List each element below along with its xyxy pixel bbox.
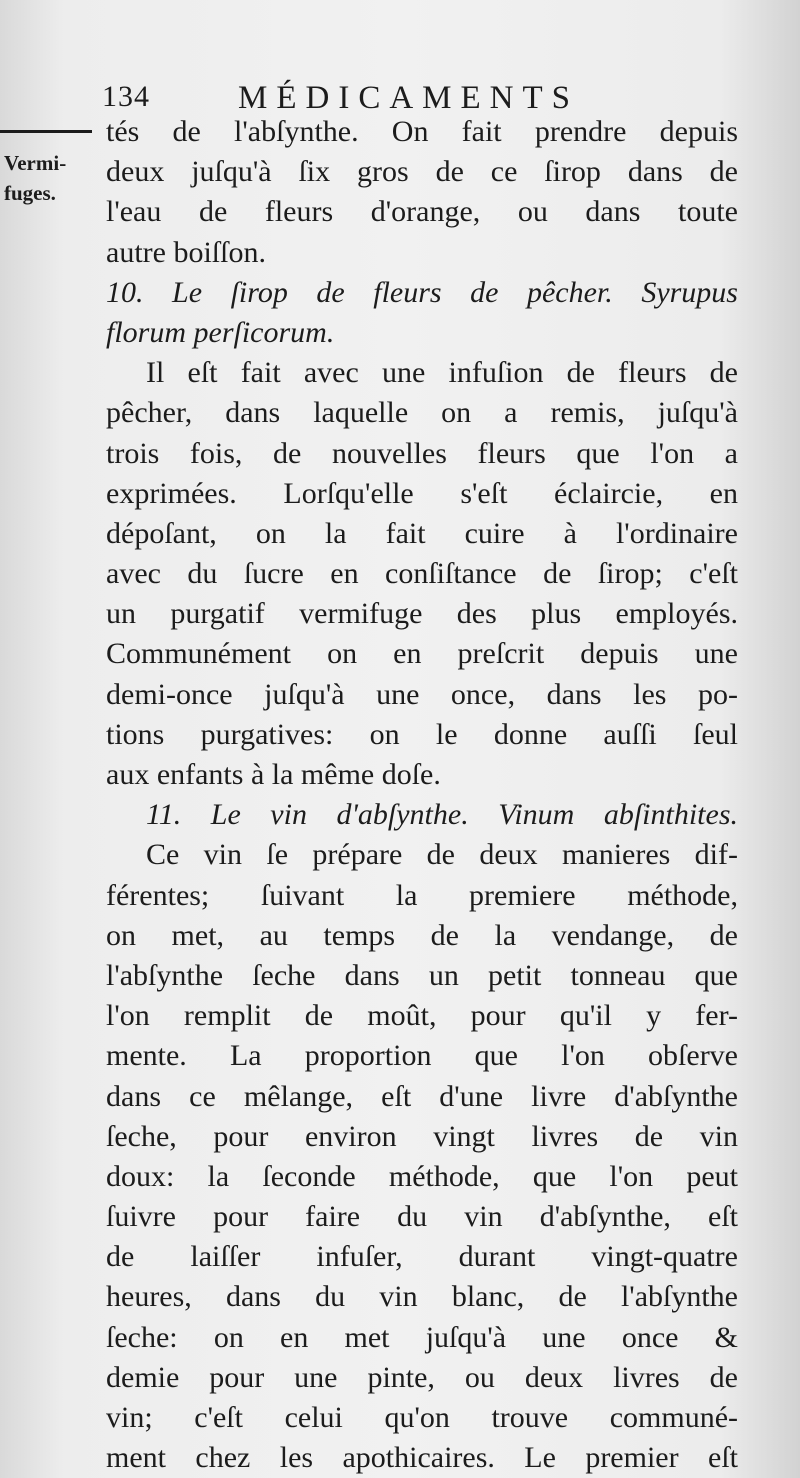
margin-note-line: Vermi- bbox=[4, 151, 67, 175]
text-line: l'eau de fleurs d'orange, ou dans toute bbox=[106, 195, 738, 229]
running-title: MÉDICAMENTS bbox=[238, 80, 580, 116]
text-line: ſeche: on en met juſqu'à une once & bbox=[106, 1320, 738, 1354]
text-line: aux enfants à la même doſe. bbox=[106, 758, 441, 791]
text-line: Ce vin ſe prépare de deux manieres dif- bbox=[146, 838, 738, 872]
text-line: avec du ſucre en conſiſtance de ſirop; c'eſt bbox=[106, 557, 738, 591]
text-line: on met, au temps de la vendange, de bbox=[106, 918, 738, 952]
page-number: 134 bbox=[102, 80, 150, 113]
text-line: de laiſſer infuſer, durant vingt-quatre bbox=[106, 1240, 738, 1274]
text-line: heures, dans du vin blanc, de l'abſynthe bbox=[106, 1280, 738, 1314]
margin-note-line: fuges. bbox=[4, 181, 56, 205]
text-line: florum perſicorum. bbox=[106, 315, 335, 349]
text-line: demi-once juſqu'à une once, dans les po- bbox=[106, 677, 738, 711]
text-line: dans ce mêlange, eſt d'une livre d'abſynthe bbox=[106, 1079, 738, 1113]
text-line: exprimées. Lorſqu'elle s'eſt éclaircie, en bbox=[106, 476, 738, 510]
text-line: un purgatif vermifuge des plus employés. bbox=[106, 597, 738, 631]
text-line: dépoſant, on la fait cuire à l'ordinaire bbox=[106, 516, 738, 550]
text-line: ment chez les apothicaires. Le premier eſt bbox=[106, 1441, 738, 1475]
text-line: demie pour une pinte, ou deux livres de bbox=[106, 1360, 738, 1394]
text-line: 10. Le ſirop de fleurs de pêcher. Syrupus bbox=[106, 275, 738, 309]
text-line: doux: la ſeconde méthode, que l'on peut bbox=[106, 1159, 738, 1193]
body-text bbox=[106, 112, 738, 1478]
text-line: l'on remplit de moût, pour qu'il y fer- bbox=[106, 999, 738, 1033]
text-line: ſeche, pour environ vingt livres de vin bbox=[106, 1119, 738, 1153]
margin-note bbox=[4, 148, 100, 208]
text-line: Communément on en preſcrit depuis une bbox=[106, 637, 738, 671]
text-line: autre boiſſon. bbox=[106, 235, 266, 269]
text-line: tions purgatives: on le donne auſſi ſeul bbox=[106, 717, 738, 751]
text-line: pêcher, dans laquelle on a remis, juſqu'à bbox=[106, 396, 738, 430]
margin-rule bbox=[0, 130, 92, 133]
text-line: tés de l'abſynthe. On fait prendre depuis bbox=[106, 115, 738, 148]
text-line: ſuivre pour faire du vin d'abſynthe, eſt bbox=[106, 1200, 738, 1234]
text-line: deux juſqu'à ſix gros de ce ſirop dans de bbox=[106, 155, 738, 189]
text-line: Il eſt fait avec une infuſion de fleurs de bbox=[146, 356, 738, 390]
text-line: vin; c'eſt celui qu'on trouve communé- bbox=[106, 1401, 738, 1434]
text-line: férentes; ſuivant la premiere méthode, bbox=[106, 878, 738, 912]
text-line: trois fois, de nouvelles fleurs que l'on a bbox=[106, 436, 738, 470]
text-line: 11. Le vin d'abſynthe. Vinum abſinthites. bbox=[146, 798, 738, 832]
text-line: l'abſynthe ſeche dans un petit tonneau que bbox=[106, 958, 738, 992]
text-line: mente. La proportion que l'on obſerve bbox=[106, 1039, 738, 1073]
